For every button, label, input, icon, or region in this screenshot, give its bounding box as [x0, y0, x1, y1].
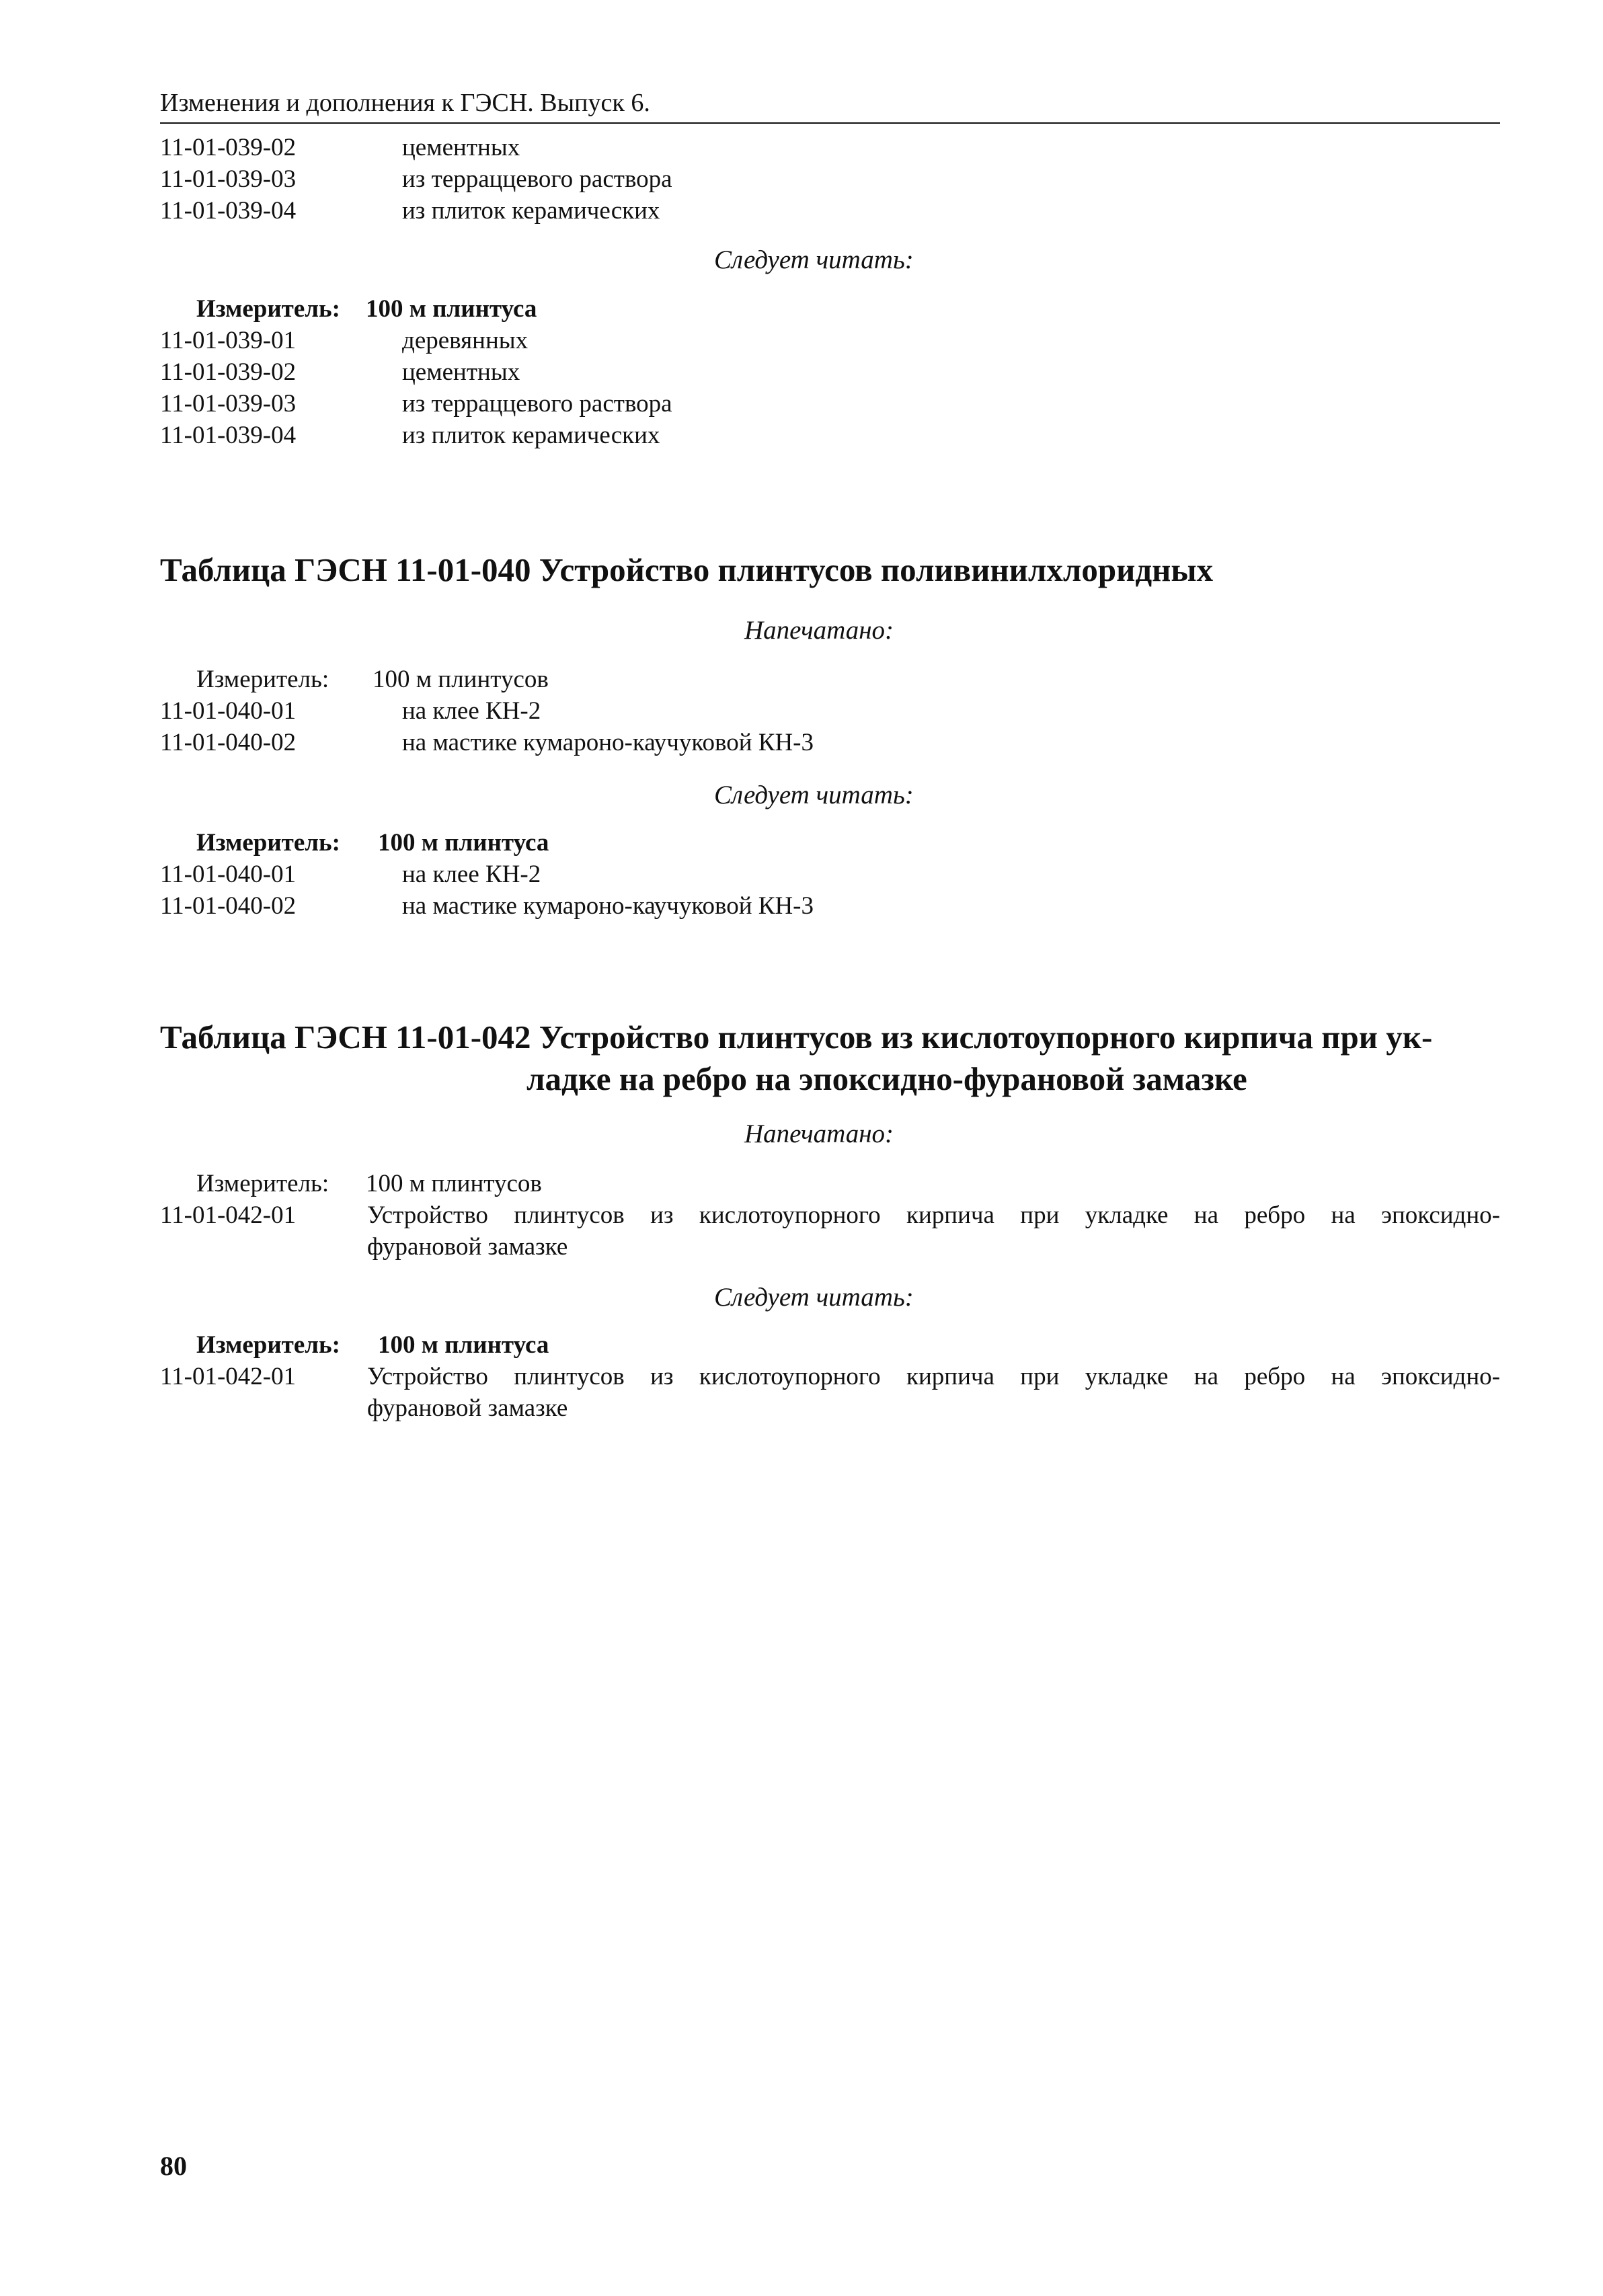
unit-line: [160, 1329, 1500, 1361]
unit-value: 100 м плинтуса: [378, 1331, 549, 1359]
page-header: Изменения и дополнения к ГЭСН. Выпуск 6.: [160, 86, 1500, 124]
unit-value: 100 м плинтуса: [366, 295, 537, 323]
section-title-line: Таблица ГЭСН 11-01-042 Устройство плинтусов из кислотоупорного кирпича при ук-: [160, 1019, 1433, 1056]
row-code: 11-01-039-01: [160, 327, 297, 354]
unit-line: [160, 827, 1500, 859]
row-code: 11-01-039-03: [160, 390, 297, 418]
row-code: 11-01-040-02: [160, 892, 297, 920]
row-code: 11-01-039-04: [160, 197, 297, 225]
table-row: [160, 325, 1500, 356]
table-row: [160, 388, 1500, 420]
table-row: [160, 1199, 1500, 1231]
unit-line: [160, 664, 1500, 695]
table-row-continuation: [160, 1392, 1500, 1424]
row-code: 11-01-040-02: [160, 729, 297, 756]
row-desc: из терраццевого раствора: [402, 390, 672, 418]
s2-printed-list: [160, 664, 1500, 758]
unit-line: [160, 1168, 1500, 1199]
table-row: [160, 1361, 1500, 1392]
row-desc: фурановой замазке: [367, 1394, 568, 1422]
section-title: [160, 1017, 1432, 1100]
row-code: 11-01-040-01: [160, 861, 297, 888]
row-desc: цементных: [402, 358, 520, 386]
row-code-spacer: [160, 1231, 367, 1263]
row-desc: фурановой замазке: [367, 1233, 568, 1261]
read-marker: Следует читать:: [714, 1283, 914, 1312]
table-row: [160, 859, 1500, 890]
row-desc: из плиток керамических: [402, 422, 660, 449]
row-desc: на мастике кумароно-каучуковой КН-3: [402, 892, 814, 920]
unit-value: 100 м плинтуса: [378, 829, 549, 857]
unit-label: Измеритель:: [196, 295, 340, 323]
unit-line: [160, 293, 1500, 325]
table-row: [160, 890, 1500, 922]
table-row: [160, 132, 1500, 163]
unit-label: Измеритель:: [196, 1170, 329, 1197]
row-desc: на клее КН-2: [402, 861, 541, 888]
s1-printed-list: [160, 132, 1500, 227]
printed-marker: Напечатано:: [744, 616, 894, 645]
s3-read-list: [160, 1329, 1500, 1424]
row-code: 11-01-039-03: [160, 165, 297, 193]
row-desc: Устройство плинтусов из кислотоупорного кирпича при укладке на ребро на эпоксидно-: [367, 1201, 1500, 1229]
row-desc: на клее КН-2: [402, 697, 541, 725]
unit-value: 100 м плинтусов: [373, 666, 549, 693]
unit-label: Измеритель:: [196, 829, 340, 857]
row-code: 11-01-039-04: [160, 422, 297, 449]
unit-value: 100 м плинтусов: [366, 1170, 542, 1197]
table-row: [160, 727, 1500, 758]
read-marker: Следует читать:: [714, 781, 914, 809]
table-row: [160, 356, 1500, 388]
row-desc: цементных: [402, 134, 520, 161]
s3-printed-list: [160, 1168, 1500, 1263]
page-number: 80: [160, 2151, 187, 2181]
table-row: [160, 163, 1500, 195]
row-code: 11-01-039-02: [160, 358, 297, 386]
row-code: 11-01-039-02: [160, 134, 297, 161]
row-code: 11-01-042-01: [160, 1201, 297, 1229]
table-row: [160, 420, 1500, 451]
s1-read-list: [160, 293, 1500, 451]
s2-read-list: [160, 827, 1500, 922]
unit-label: Измеритель:: [196, 666, 329, 693]
section-title-line: ладке на ребро на эпоксидно-фурановой замазке: [526, 1060, 1247, 1097]
table-row: [160, 695, 1500, 727]
row-code: 11-01-040-01: [160, 697, 297, 725]
row-desc: деревянных: [402, 327, 529, 354]
section-title: Таблица ГЭСН 11-01-040 Устройство плинтусов поливинилхлоридных: [160, 551, 1214, 588]
row-code-spacer: [160, 1392, 367, 1424]
table-row-continuation: [160, 1231, 1500, 1263]
unit-label: Измеритель:: [196, 1331, 340, 1359]
row-desc: на мастике кумароно-каучуковой КН-3: [402, 729, 814, 756]
printed-marker: Напечатано:: [744, 1119, 894, 1148]
row-desc: Устройство плинтусов из кислотоупорного кирпича при укладке на ребро на эпоксидно-: [367, 1363, 1500, 1390]
table-row: [160, 195, 1500, 227]
row-desc: из терраццевого раствора: [402, 165, 672, 193]
row-desc: из плиток керамических: [402, 197, 660, 225]
read-marker: Следует читать:: [714, 245, 914, 274]
row-code: 11-01-042-01: [160, 1363, 297, 1390]
